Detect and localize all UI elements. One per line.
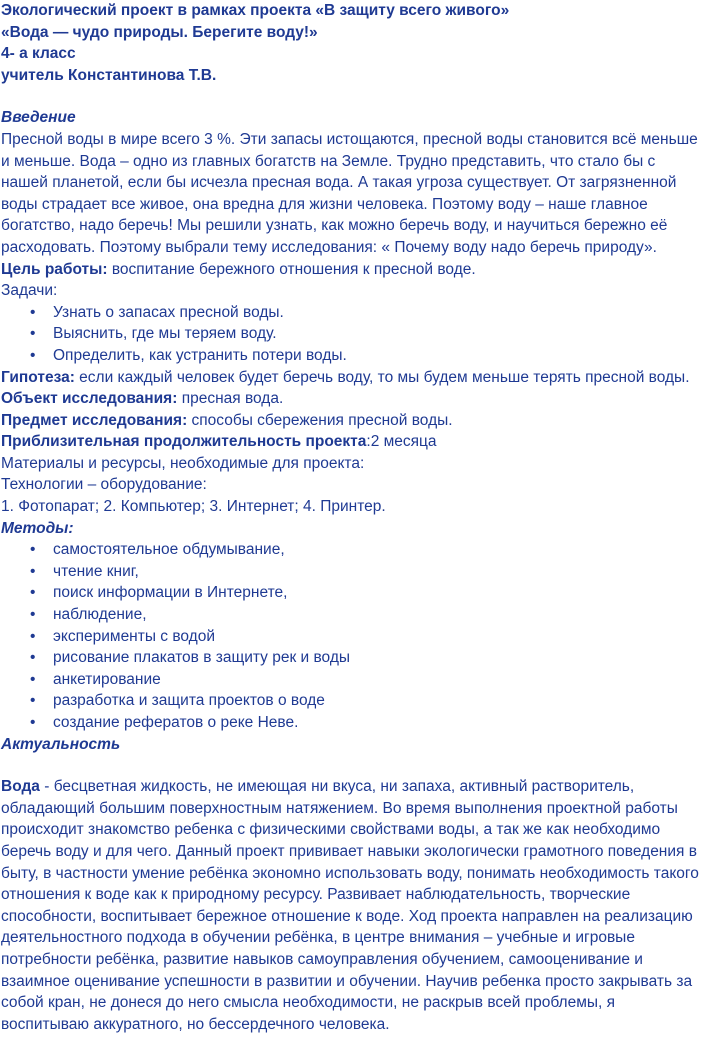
- duration-label: Приблизительная продолжительность проекта: [1, 433, 367, 451]
- duration-text: :2 месяца: [366, 433, 437, 451]
- bullet-icon: •: [30, 670, 36, 688]
- intro-text: Пресной воды в мире всего 3 %. Эти запасы истощаются, пресной воды становится всё меньше и меньше. Вода – одно из главных богатств на Земле. Трудно представить, что стало бы с нашей планетой, если бы исчезла пресная вода. А такая угроза существует. От загрязненной воды страдает все живое, она вредна для жизни человека. Поэтому воду – наше главное богатство, надо беречь! Мы решили узнать, как можно беречь воду, и научиться бережно её расходовать. Поэтому выбрали тему исследования: « Почему воду надо беречь природу».: [1, 130, 698, 256]
- list-item: • разработка и защита проектов о воде: [1, 690, 702, 712]
- list-item: • поиск информации в Интернете,: [1, 582, 702, 604]
- relevance-section: [0, 776, 704, 1035]
- list-item: • Выяснить, где мы теряем воду.: [1, 323, 702, 345]
- project-subtitle-line: «Вода — чудо природы. Берегите воду!»: [1, 23, 318, 41]
- goal-text: воспитание бережного отношения к пресной воде.: [107, 260, 476, 278]
- list-item: • создание рефератов о реке Неве.: [1, 712, 702, 734]
- class-line: 4- а класс: [1, 45, 76, 63]
- bullet-icon: •: [30, 714, 36, 731]
- intro-heading: Введение: [1, 109, 76, 127]
- teacher-line: учитель Константинова Т.В.: [1, 66, 217, 84]
- relevance-text: [1, 776, 702, 1035]
- intro-section: [0, 107, 704, 755]
- hypothesis-label: Гипотеза:: [1, 368, 75, 386]
- bullet-icon: •: [30, 303, 36, 321]
- bullet-icon: •: [30, 692, 36, 710]
- list-item: • рисование плакатов в защиту рек и воды: [1, 647, 702, 669]
- bullet-icon: •: [30, 541, 36, 559]
- goal-label: Цель работы:: [1, 260, 108, 278]
- list-item: • самостоятельное обдумывание,: [1, 539, 702, 561]
- relevance-lead: Вода: [1, 778, 40, 796]
- list-item: • чтение книг,: [1, 561, 702, 583]
- list-item: • эксперименты с водой: [1, 626, 702, 648]
- subject-label: Предмет исследования:: [1, 411, 188, 429]
- bullet-icon: •: [30, 584, 36, 602]
- hypothesis-text: если каждый человек будет беречь воду, то мы будем меньше терять пресной воды.: [74, 368, 690, 386]
- relevance-body: - бесцветная жидкость, не имеющая ни вкуса, ни запаха, активный растворитель, обладающий большим поверхностным натяжением. Во время выполнения проектной работы происходит знакомство ребенка с физическими свойствами воды, а так же как необходимо беречь воду и для чего. Данный проект прививает навыки экологически грамотного поведения в быту, в частности умение ребёнка экономно использовать воду, понимать необходимость такого отношения к воде как к природному ресурсу. Развивает наблюдательность, творческие способности, воспитывает бережное отношение к воде. Ход проекта направлен на реализацию деятельностного подхода в обучении ребёнка, в центре внимания – учебные и игровые потребности ребёнка, развитие навыков самоуправления обучением, самооценивание и взаимное оценивание успешности в развитии и обучении. Научив ребенка просто закрывать за собой кран, не донеся до него смысла необходимости, не раскрыв всей проблемы, я воспитываю аккуратного, но бессердечного человека.: [1, 778, 699, 1033]
- bullet-icon: •: [30, 346, 36, 364]
- spacer: [0, 755, 704, 776]
- goal-line: [1, 259, 702, 281]
- tasks-label: Задачи:: [1, 282, 58, 300]
- tasks-list: [1, 302, 702, 367]
- bullet-icon: •: [30, 325, 36, 343]
- tech-label: Технологии – оборудование:: [1, 476, 207, 494]
- subject-line: [1, 410, 702, 432]
- object-text: пресная вода.: [177, 390, 284, 408]
- list-item: • наблюдение,: [1, 604, 702, 626]
- project-title-line: Экологический проект в рамках проекта «В защиту всего живого»: [1, 2, 510, 19]
- object-label: Объект исследования:: [1, 390, 178, 408]
- subject-text: способы сбережения пресной воды.: [187, 411, 453, 429]
- duration-line: [1, 431, 702, 453]
- methods-heading: Методы:: [1, 519, 74, 537]
- list-item: • анкетирование: [1, 669, 702, 691]
- list-item: • Определить, как устранить потери воды.: [1, 345, 702, 367]
- methods-list: [1, 539, 702, 733]
- object-line: [1, 388, 702, 410]
- list-item: • Узнать о запасах пресной воды.: [1, 302, 702, 324]
- materials-line: Материалы и ресурсы, необходимые для проекта:: [1, 454, 365, 472]
- bullet-icon: •: [30, 649, 36, 667]
- bullet-icon: •: [30, 627, 36, 645]
- spacer: [0, 86, 704, 107]
- bullet-icon: •: [30, 606, 36, 624]
- bullet-icon: •: [30, 562, 36, 580]
- relevance-heading: Актуальность: [1, 735, 121, 753]
- tech-list: 1. Фотопарат; 2. Компьютер; 3. Интернет; 4. Принтер.: [1, 498, 386, 516]
- hypothesis-line: [1, 367, 702, 389]
- project-header: [0, 0, 704, 86]
